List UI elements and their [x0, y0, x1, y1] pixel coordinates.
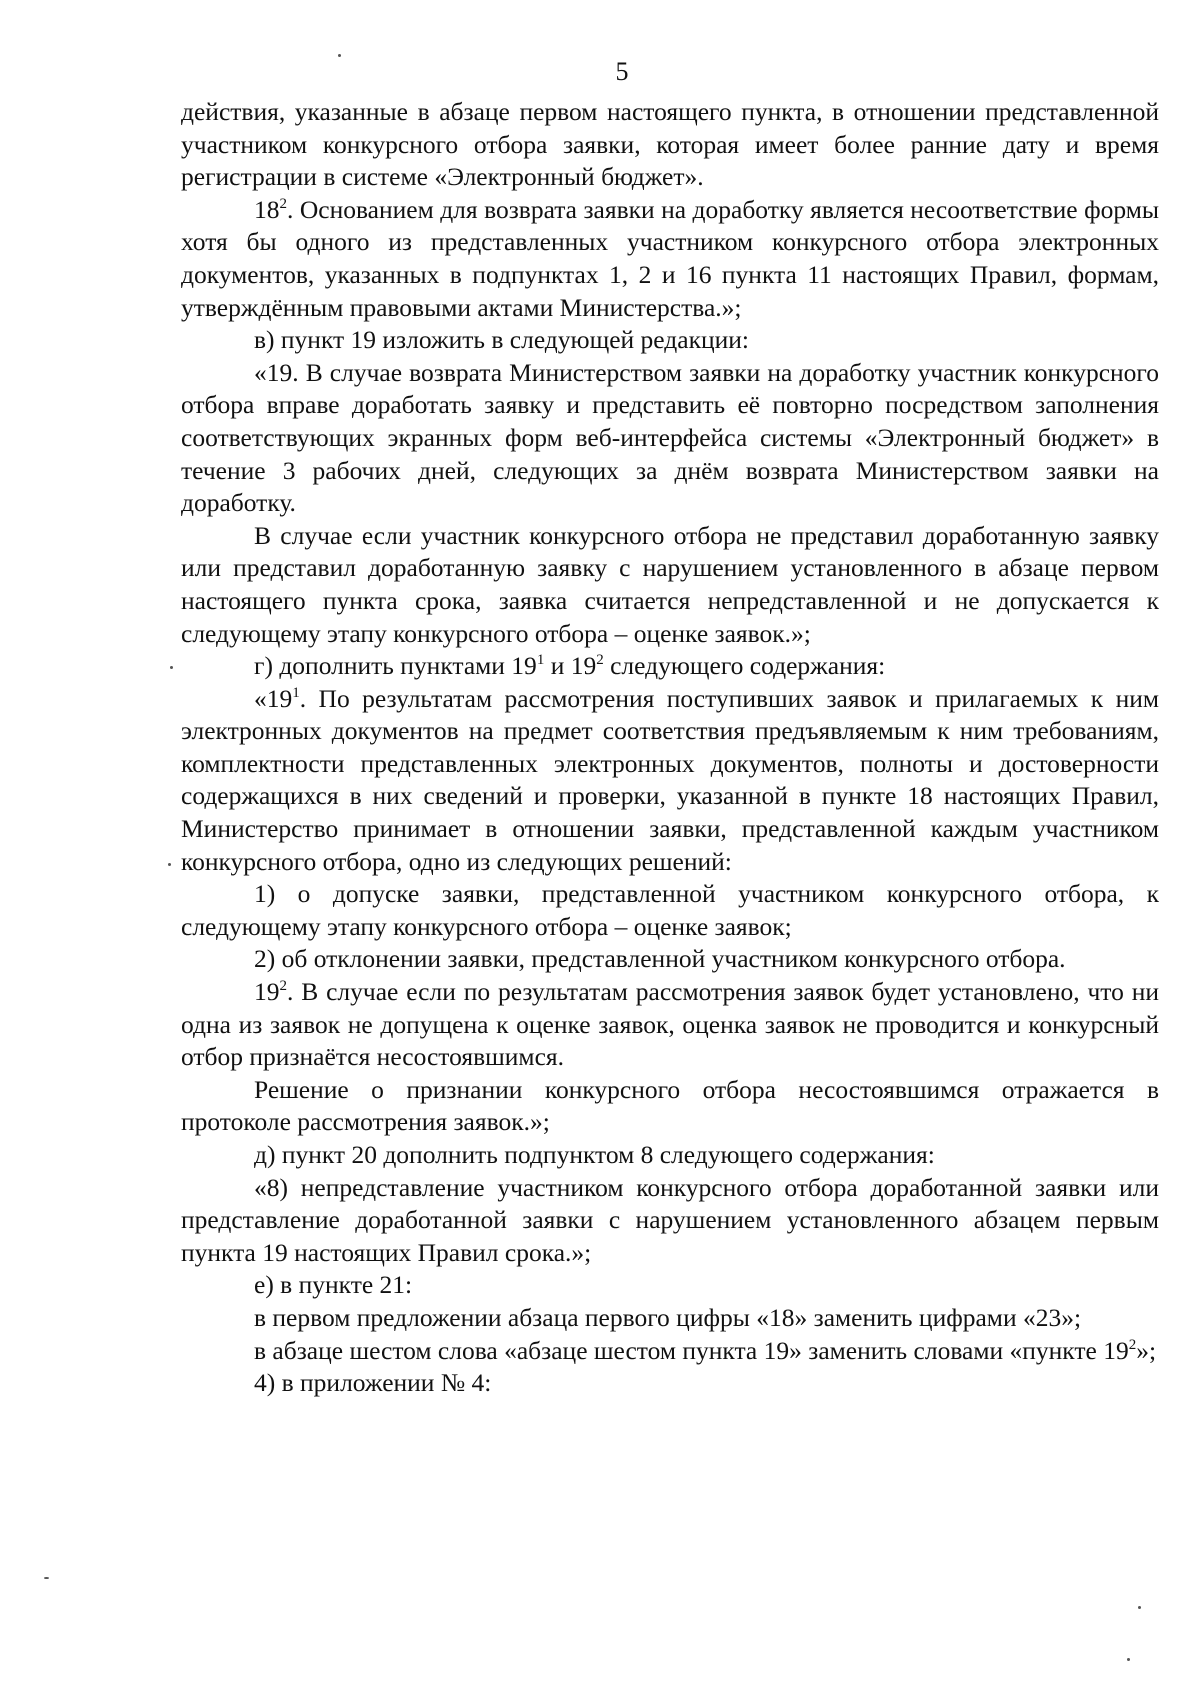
paragraph [181, 650, 1159, 683]
paragraph: 1) о допуске заявки, представленной участником конкурсного отбора, к следующему этапу конкурсного отбора – оценке заявок; [181, 879, 1159, 941]
paragraph [181, 1335, 1159, 1368]
paragraph-text: и 19 [550, 651, 597, 681]
clause-number: 18 [254, 194, 280, 224]
scan-speck [1138, 1606, 1141, 1609]
paragraph: е) в пункте 21: [254, 1270, 413, 1300]
paragraph: в первом предложении абзаца первого цифры «18» заменить цифрами «23»; [254, 1302, 1082, 1332]
paragraph-text: . В случае если по результатам рассмотрения заявок будет установлено, что ни одна из заявок не допущена к оценке заявок, оценка заявок не проводится и конкурсный отбор признаётся несостоявшимся. [181, 977, 1159, 1072]
superscript: 2 [596, 652, 604, 669]
paragraph-text: . По результатам рассмотрения поступивших заявок и прилагаемых к ним электронных документов на предмет соответствия предъявляемым к ним требованиям, комплектности представленных электронных документов, полноты и достоверности содержащихся в них сведений и проверки, указанной в пункте 18 настоящих Правил, Министерство принимает в отношении заявки, представленной каждым участником конкурсного отбора, одно из следующих решений: [181, 683, 1159, 876]
document-body [181, 96, 1159, 1400]
superscript: 2 [279, 978, 287, 995]
paragraph: 4) в приложении № 4: [254, 1368, 492, 1398]
scan-speck [44, 1577, 49, 1579]
superscript: 2 [279, 195, 287, 212]
paragraph: 2) об отклонении заявки, представленной участником конкурсного отбора. [254, 944, 1066, 974]
paragraph: в) пункт 19 изложить в следующей редакции: [254, 325, 749, 355]
paragraph: В случае если участник конкурсного отбора не представил доработанную заявку или представил доработанную заявку с нарушением установленного в абзаце первом настоящего пункта срока, заявка считается непредставленной и не допускается к следующему этапу конкурсного отбора – оценке заявок.»; [181, 520, 1159, 648]
paragraph-text: »; [1136, 1335, 1157, 1365]
paragraph: Решение о признании конкурсного отбора несостоявшимся отражается в протоколе рассмотрения заявок.»; [181, 1074, 1159, 1137]
paragraph-text: Основанием для возврата заявки на доработку является несоответствие формы хотя бы одного из представленных участником конкурсного отбора электронных документов, указанных в подпунктах 1, 2 и 16 пункта 11 настоящих Правил, формам, утверждённым правовыми актами Министерства.»; [181, 194, 1159, 322]
paragraph: действия, указанные в абзаце первом настоящего пункта, в отношении представленной участником конкурсного отбора заявки, которая имеет более ранние дату и время регистрации в системе «Электронный бюджет». [181, 97, 1159, 192]
scan-speck [168, 863, 171, 866]
paragraph: д) пункт 20 дополнить подпунктом 8 следующего содержания: [254, 1140, 935, 1169]
paragraph-text: г) дополнить пунктами 19 [254, 651, 537, 681]
superscript: 1 [536, 652, 545, 669]
paragraph-text: в абзаце шестом слова «абзаце шестом пункта 19» заменить словами «пункте 19 [254, 1335, 1129, 1365]
paragraph: «8) непредставление участником конкурсного отбора доработанной заявки или представление доработанной заявки с нарушением установленного абзацем первым пункта 19 настоящих Правил срока.»; [181, 1172, 1159, 1267]
superscript: 2 [1128, 1336, 1137, 1353]
paragraph-text: следующего содержания: [610, 651, 886, 681]
paragraph-text: «19 [254, 683, 293, 713]
scan-speck [338, 54, 341, 57]
paragraph: «19. В случае возврата Министерством заявки на доработку участник конкурсного отбора вправе доработать заявку и представить её повторно посредством заполнения соответствующих экранных форм веб-интерфейса системы «Электронный бюджет» в течение 3 рабочих дней, следующих за днём возврата Министерством заявки на доработку. [181, 357, 1159, 518]
paragraph [181, 683, 1159, 879]
scan-speck [170, 666, 173, 669]
paragraph-text: 19 [254, 977, 280, 1007]
paragraph: $18^2$. Основанием для возврата заявки на доработку является несоответствие формы хотя бы одного из представленных участником конкурсного отбора электронных документов, указанных в подпунктах 1, 2 и 16 пункта 11 настоящих Правил, формам, утверждённым правовыми актами Министерства.»; [181, 194, 1159, 322]
scan-speck [1127, 1658, 1130, 1661]
page-number: 5 [615, 57, 629, 86]
paragraph [181, 976, 1159, 1074]
superscript: 1 [292, 684, 300, 701]
